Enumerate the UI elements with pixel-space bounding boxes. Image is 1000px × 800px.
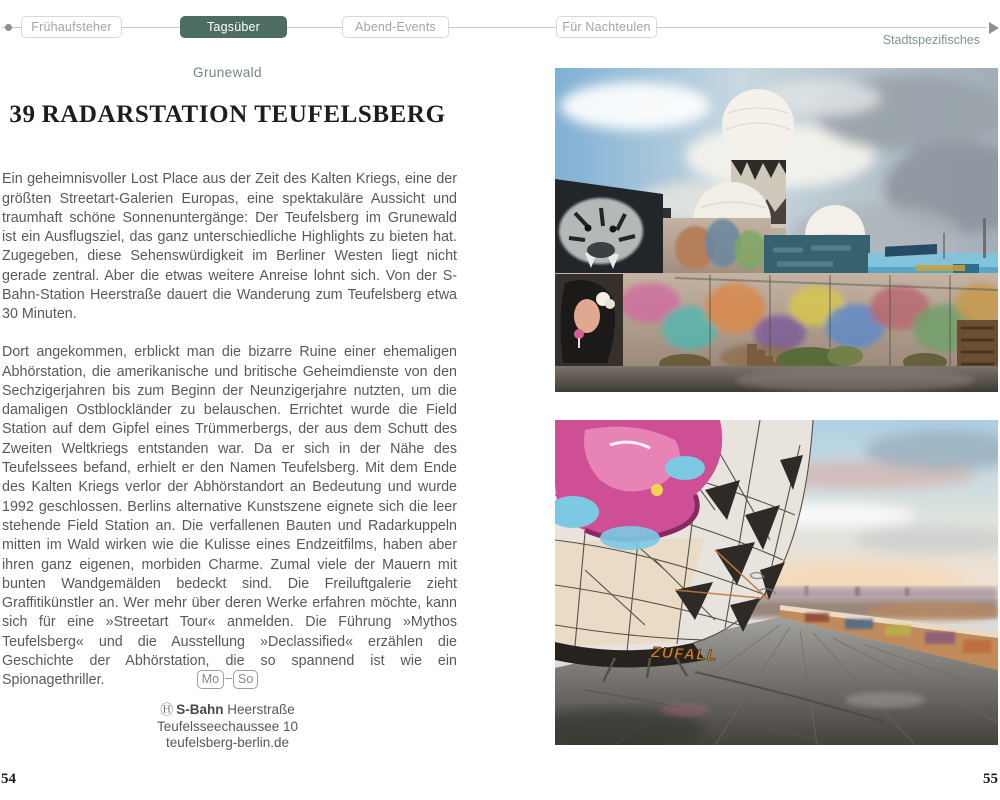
photo-radar-domes	[555, 68, 998, 392]
page-title	[0, 101, 455, 129]
graffiti-wall	[555, 273, 998, 376]
photo-dome-rooftop	[555, 420, 998, 745]
photo-dome-rooftop-art	[555, 420, 998, 745]
timeline-nav	[0, 0, 1000, 56]
day-to-badge: So	[233, 670, 258, 689]
zufall-graffiti-text: ZUFALL	[650, 644, 719, 665]
tab-abend-events[interactable]: Abend-Events	[342, 16, 449, 38]
nav-category-label: Stadtspezifisches	[882, 33, 980, 47]
foreground-ground	[555, 366, 998, 392]
tab-tagsueber[interactable]: Tagsüber	[180, 16, 287, 38]
tab-fuer-nachteulen[interactable]: Für Nachteulen	[556, 16, 657, 38]
tab-fruehaufsteher[interactable]: Frühaufsteher	[21, 16, 122, 38]
transit-line	[0, 702, 455, 719]
timeline-start-dot-icon	[5, 24, 12, 31]
website-link[interactable]: teufelsberg-berlin.de	[165, 735, 290, 750]
tiger-mural-building	[555, 179, 671, 278]
day-from-badge: Mo	[197, 670, 224, 689]
article-paragraph-1: Ein geheimnisvoller Lost Place aus der Zeit des Kalten Kriegs, eine der größten Streetart-Galerien Europas, eine spektakuläre Aussicht und traumhaft schöne Sonnenuntergänge: Der Teufelsberg im Grunewald ist ein Ausflugsziel, das ganz unterschiedliche Highlights zu bieten hat. Zugegeben, diese Sehenswürdigkeit im Berliner Westen liegt nicht gerade zentral. Aber die etwas weitere Anreise lohnt sich. Von der S-Bahn-Station Heerstraße dauert die Wanderung zum Teufelsberg etwa 30 Minuten.	[2, 171, 457, 323]
station-icon: Ⓗ	[160, 702, 174, 717]
opening-days-badge	[0, 670, 455, 689]
photo-radar-domes-art	[555, 68, 998, 392]
entry-number: 39	[9, 100, 36, 128]
address-line: Teufelsseechaussee 10	[156, 718, 299, 734]
transit-station: Heerstraße	[227, 702, 295, 717]
day-range-dash: –	[225, 671, 233, 685]
timeline-arrow-icon	[989, 22, 999, 34]
district-label: Grunewald	[193, 65, 262, 80]
timeline-line	[2, 27, 986, 28]
article-paragraph-2: Dort angekommen, erblickt man die bizarre Ruine einer ehemaligen Abhörstation, die amerikanische und britische Geheimdienste von den Sechzigerjahren bis zum Beginn der Neunzigerjahre nutzten, um die damaligen Ostblockländer zu belauschen. Errichtet wurde die Field Station auf dem Gipfel eines Trümmerbergs, der aus dem Schutt des Zweiten Weltkriegs entstanden war. Da er sich in der Nähe des Teufelssees befand, erhielt er den Namen Teufelsberg. Mit dem Ende des Kalten Kriegs verlor der Abhörstandort an Bedeutung und wurde 1992 geschlossen. Berlins alternative Kunstszene eignete sich die leer stehende Field Station an. Die verfallenen Bauten und Radarkuppeln mitten im Wald wirken wie die Kulisse eines Endzeitfilms, haben aber ihren ganz eigenen, morbiden Charme. Zumal viele der Mauern mit bunten Wandgemälden bedeckt sind. Die Freiluftgalerie zieht Graffitikünstler an. Wer mehr über deren Werke erfahren möchte, kann sich für eine »Streetart Tour« anmelden. Die Führung »Mythos Teufelsberg« und die Ausstellung »Declassified« erzählen die Geschichte der Abhörstation, die so spannend ist wie ein Spionagethriller.	[2, 344, 457, 689]
visitor-info-block	[0, 702, 455, 752]
entry-title: RADARSTATION TEUFELSBERG	[41, 100, 446, 128]
page-number-left: 54	[1, 771, 16, 787]
transit-type: S-Bahn	[176, 702, 224, 717]
page-number-right: 55	[983, 771, 998, 787]
